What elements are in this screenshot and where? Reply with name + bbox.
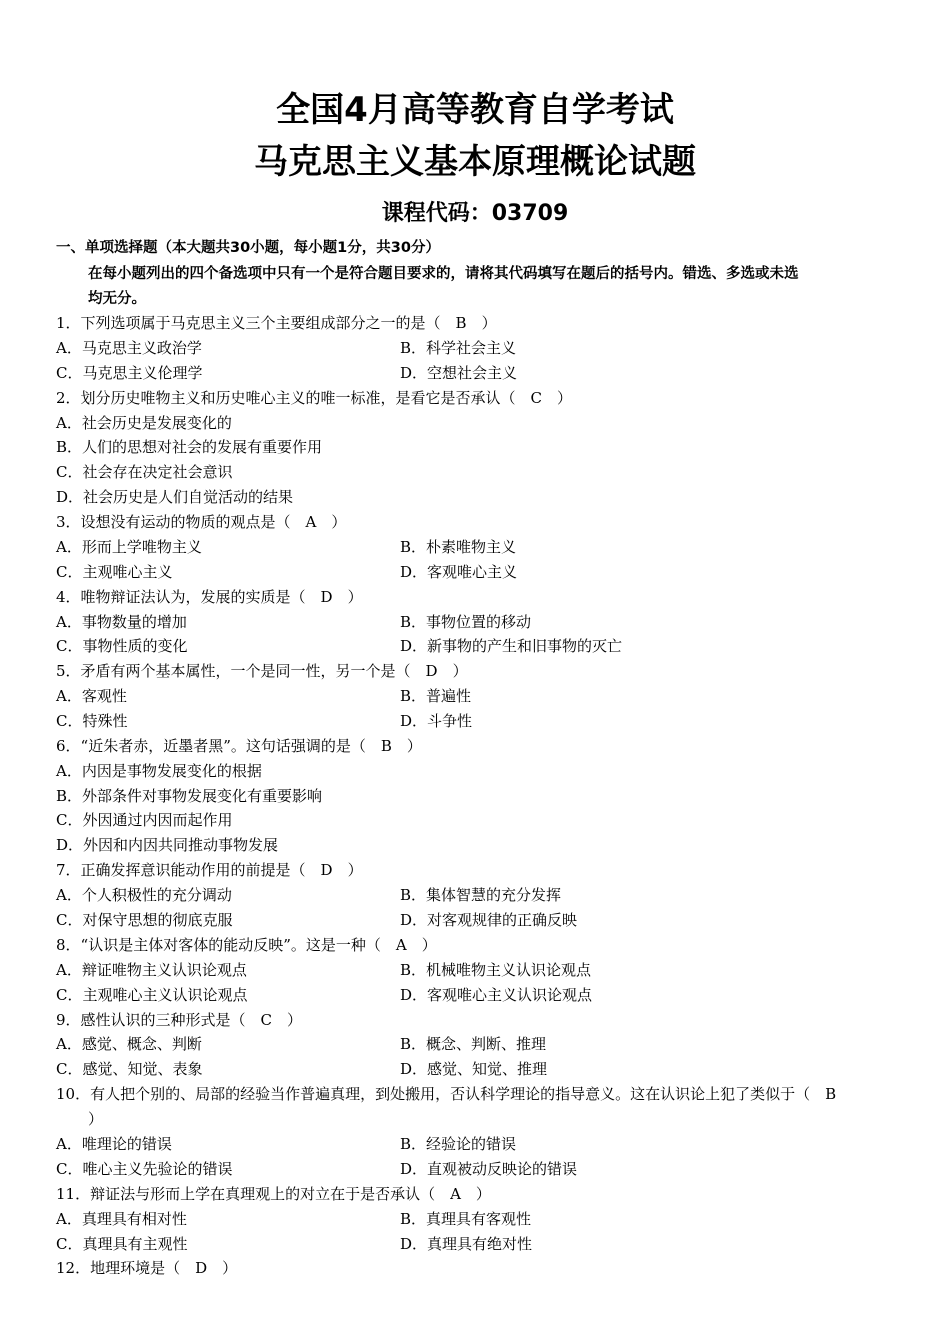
question: 8．“认识是主体对客体的能动反映”。这是一种（ A ） [56,936,437,954]
option: B．机械唯物主义认识论观点 [400,961,592,979]
option: B．概念、判断、推理 [400,1035,547,1053]
section-instructions: 在每小题列出的四个备选项中只有一个是符合题目要求的，请将其代码填写在题后的括号内。错选、多选或未选 [88,266,799,282]
question: 6．“近朱者赤，近墨者黑”。这句话强调的是（ B ） [56,737,422,755]
question: 11．辩证法与形而上学在真理观上的对立在于是否承认（ A ） [56,1185,491,1203]
option: B．普遍性 [400,687,472,705]
option: C．事物性质的变化 [56,637,188,655]
option: C．主观唯心主义 [56,563,173,581]
option: B．经验论的错误 [400,1135,517,1153]
option: D．对客观规律的正确反映 [400,911,578,929]
option: B．人们的思想对社会的发展有重要作用 [56,438,323,456]
option: B．真理具有客观性 [400,1210,532,1228]
question: 9．感性认识的三种形式是（ C ） [56,1011,303,1029]
option: C．特殊性 [56,712,128,730]
option: D．直观被动反映论的错误 [400,1160,578,1178]
option: B．集体智慧的充分发挥 [400,886,562,904]
option: A．唯理论的错误 [56,1135,172,1153]
option: C．外因通过内因而起作用 [56,811,233,829]
section-heading: 一、单项选择题（本大题共30小题，每小题1分，共30分） [56,240,440,256]
option: A．形而上学唯物主义 [56,538,202,556]
option: D．空想社会主义 [400,364,518,382]
question: 2．划分历史唯物主义和历史唯心主义的唯一标准，是看它是否承认（ C ） [56,389,573,407]
question: 12．地理环境是（ D ） [56,1259,238,1277]
option: A．事物数量的增加 [56,613,187,631]
option: C．唯心主义先验论的错误 [56,1160,233,1178]
option: C．真理具有主观性 [56,1235,188,1253]
option: D．客观唯心主义认识论观点 [400,986,593,1004]
option: A．辩证唯物主义认识论观点 [56,961,247,979]
exam-title: 全国4月高等教育自学考试 [276,90,674,130]
option: C．社会存在决定社会意识 [56,463,233,481]
option: B．外部条件对事物发展变化有重要影响 [56,787,323,805]
option: D．真理具有绝对性 [400,1235,533,1253]
option: C．对保守思想的彻底克服 [56,911,233,929]
option: D．新事物的产生和旧事物的灭亡 [400,637,623,655]
option: B．科学社会主义 [400,339,517,357]
question: 1．下列选项属于马克思主义三个主要组成部分之一的是（ B ） [56,314,497,332]
option: A．客观性 [56,687,127,705]
option: B．事物位置的移动 [400,613,532,631]
option: D．斗争性 [400,712,473,730]
option: C．主观唯心主义认识论观点 [56,986,248,1004]
option: A．感觉、概念、判断 [56,1035,202,1053]
question-cont: ） [88,1110,104,1128]
option: A．真理具有相对性 [56,1210,187,1228]
option: D．客观唯心主义 [400,563,518,581]
option: C．马克思主义伦理学 [56,364,203,382]
course-code: 课程代码：03709 [381,201,569,226]
option: D．外因和内因共同推动事物发展 [56,836,279,854]
option: D．感觉、知觉、推理 [400,1060,548,1078]
option: D．社会历史是人们自觉活动的结果 [56,488,294,506]
option: B．朴素唯物主义 [400,538,517,556]
question: 7．正确发挥意识能动作用的前提是（ D ） [56,861,363,879]
option: C．感觉、知觉、表象 [56,1060,203,1078]
exam-subject: 马克思主义基本原理概论试题 [254,142,696,182]
question: 5．矛盾有两个基本属性，一个是同一性，另一个是（ D ） [56,662,468,680]
section-instructions-cont: 均无分。 [88,291,146,307]
option: A．社会历史是发展变化的 [56,414,232,432]
question: 10．有人把个别的、局部的经验当作普遍真理，到处搬用，否认科学理论的指导意义。这在认识论上犯了类似于（ B [56,1085,837,1103]
option: A．马克思主义政治学 [56,339,202,357]
question: 4．唯物辩证法认为，发展的实质是（ D ） [56,588,363,606]
option: A．个人积极性的充分调动 [56,886,232,904]
question: 3．设想没有运动的物质的观点是（ A ） [56,513,347,531]
option: A．内因是事物发展变化的根据 [56,762,262,780]
